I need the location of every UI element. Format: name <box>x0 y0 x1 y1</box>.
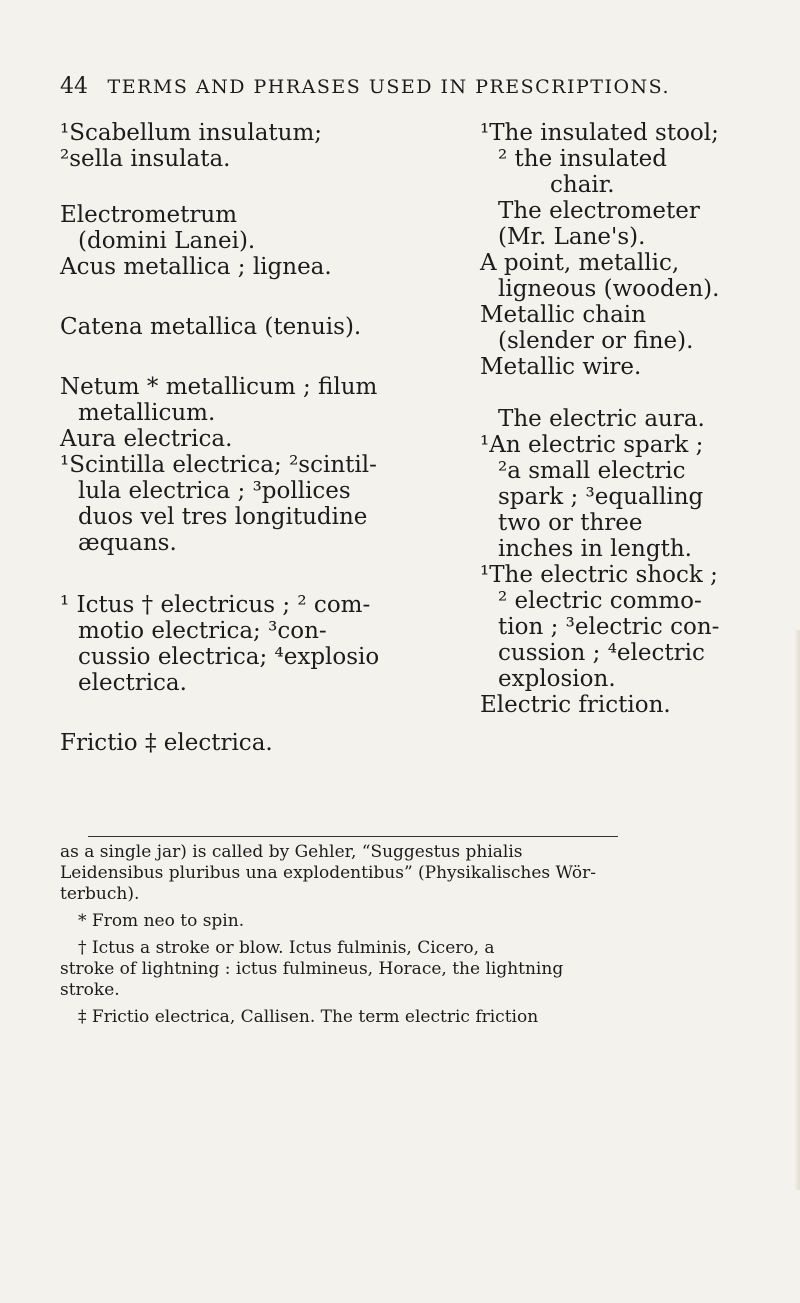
text-line: ‡ Frictio electrica, Callisen. The term electric friction <box>78 1007 539 1027</box>
text-line: Acus metallica ; lignea. <box>60 254 332 280</box>
text-line: ¹ Ictus † electricus ; ² com- <box>60 592 371 618</box>
text-line: * From neo to spin. <box>78 911 245 931</box>
text-line: tion ; ³electric con- <box>498 614 720 640</box>
text-line: Electric friction. <box>480 692 671 718</box>
text-line: Catena metallica (tenuis). <box>60 314 362 340</box>
text-line: Aura electrica. <box>60 426 233 452</box>
text-line: (slender or fine). <box>498 328 694 354</box>
english-entry-group-1 <box>480 120 780 380</box>
text-line: ¹The electric shock ; <box>480 562 718 588</box>
text-line: electrica. <box>78 670 187 696</box>
text-line: Netum * metallicum ; filum <box>60 374 378 400</box>
latin-entry-electrometer <box>60 202 465 280</box>
text-line: ²a small electric <box>498 458 686 484</box>
text-line: chair. <box>550 172 615 198</box>
footnote-continued <box>60 842 780 905</box>
text-line: ¹Scintilla electrica; ²scintil- <box>60 452 377 478</box>
page-title: TERMS AND PHRASES USED IN PRESCRIPTIONS. <box>107 76 671 98</box>
page-number: 44 <box>60 74 88 99</box>
text-line: stroke of lightning : ictus fulmineus, Horace, the lightning <box>60 959 564 979</box>
text-line: cussio electrica; ⁴explosio <box>78 644 380 670</box>
text-line: ¹An electric spark ; <box>480 432 704 458</box>
footnote-asterisk <box>60 911 780 932</box>
text-line: spark ; ³equalling <box>498 484 704 510</box>
text-line: ¹Scabellum insulatum; <box>60 120 323 146</box>
text-line: Leidensibus pluribus una explodentibus” (Physikalisches Wör- <box>60 863 596 883</box>
english-entry-group-2 <box>480 406 780 718</box>
latin-entry-shock <box>60 592 465 696</box>
text-line: Metallic wire. <box>480 354 642 380</box>
text-line: A point, metallic, <box>480 250 680 276</box>
footnote-double-dagger <box>60 1007 780 1028</box>
text-line: motio electrica; ³con- <box>78 618 327 644</box>
latin-entry-insulated-stool <box>60 120 465 172</box>
text-line: duos vel tres longitudine <box>78 504 368 530</box>
latin-column <box>60 120 465 756</box>
text-line: Metallic chain <box>480 302 646 328</box>
text-line: metallicum. <box>78 400 216 426</box>
text-line: ² electric commo- <box>498 588 702 614</box>
text-line: Electrometrum <box>60 202 238 228</box>
footnote-dagger <box>60 938 780 1001</box>
text-line: cussion ; ⁴electric <box>498 640 705 666</box>
text-line: as a single jar) is called by Gehler, “Suggestus phialis <box>60 842 523 862</box>
text-line: lula electrica ; ³pollices <box>78 478 351 504</box>
text-line: ²sella insulata. <box>60 146 231 172</box>
text-line: two or three <box>498 510 643 536</box>
text-line: stroke. <box>60 980 120 1000</box>
english-column <box>480 120 780 718</box>
text-line: terbuch). <box>60 884 140 904</box>
text-line: Frictio ‡ electrica. <box>60 730 273 756</box>
text-line: ligneous (wooden). <box>498 276 720 302</box>
text-line: (Mr. Lane's). <box>498 224 646 250</box>
footnote-divider <box>88 836 618 837</box>
text-line: explosion. <box>498 666 616 692</box>
text-line: inches in length. <box>498 536 692 562</box>
text-line: ² the insulated <box>498 146 667 172</box>
latin-entry-wire-aura-spark <box>60 374 465 556</box>
latin-entry-friction <box>60 730 465 756</box>
running-header <box>60 74 760 99</box>
text-line: The electrometer <box>498 198 700 224</box>
latin-entry-chain <box>60 314 465 340</box>
text-line: ¹The insulated stool; <box>480 120 719 146</box>
text-line: (domini Lanei). <box>78 228 256 254</box>
text-line: † Ictus a stroke or blow. Ictus fulminis, Cicero, a <box>78 938 495 958</box>
text-line: æquans. <box>78 530 177 556</box>
text-line: The electric aura. <box>498 406 705 432</box>
footnotes <box>60 842 780 1028</box>
page-edge-shadow <box>794 630 800 1190</box>
